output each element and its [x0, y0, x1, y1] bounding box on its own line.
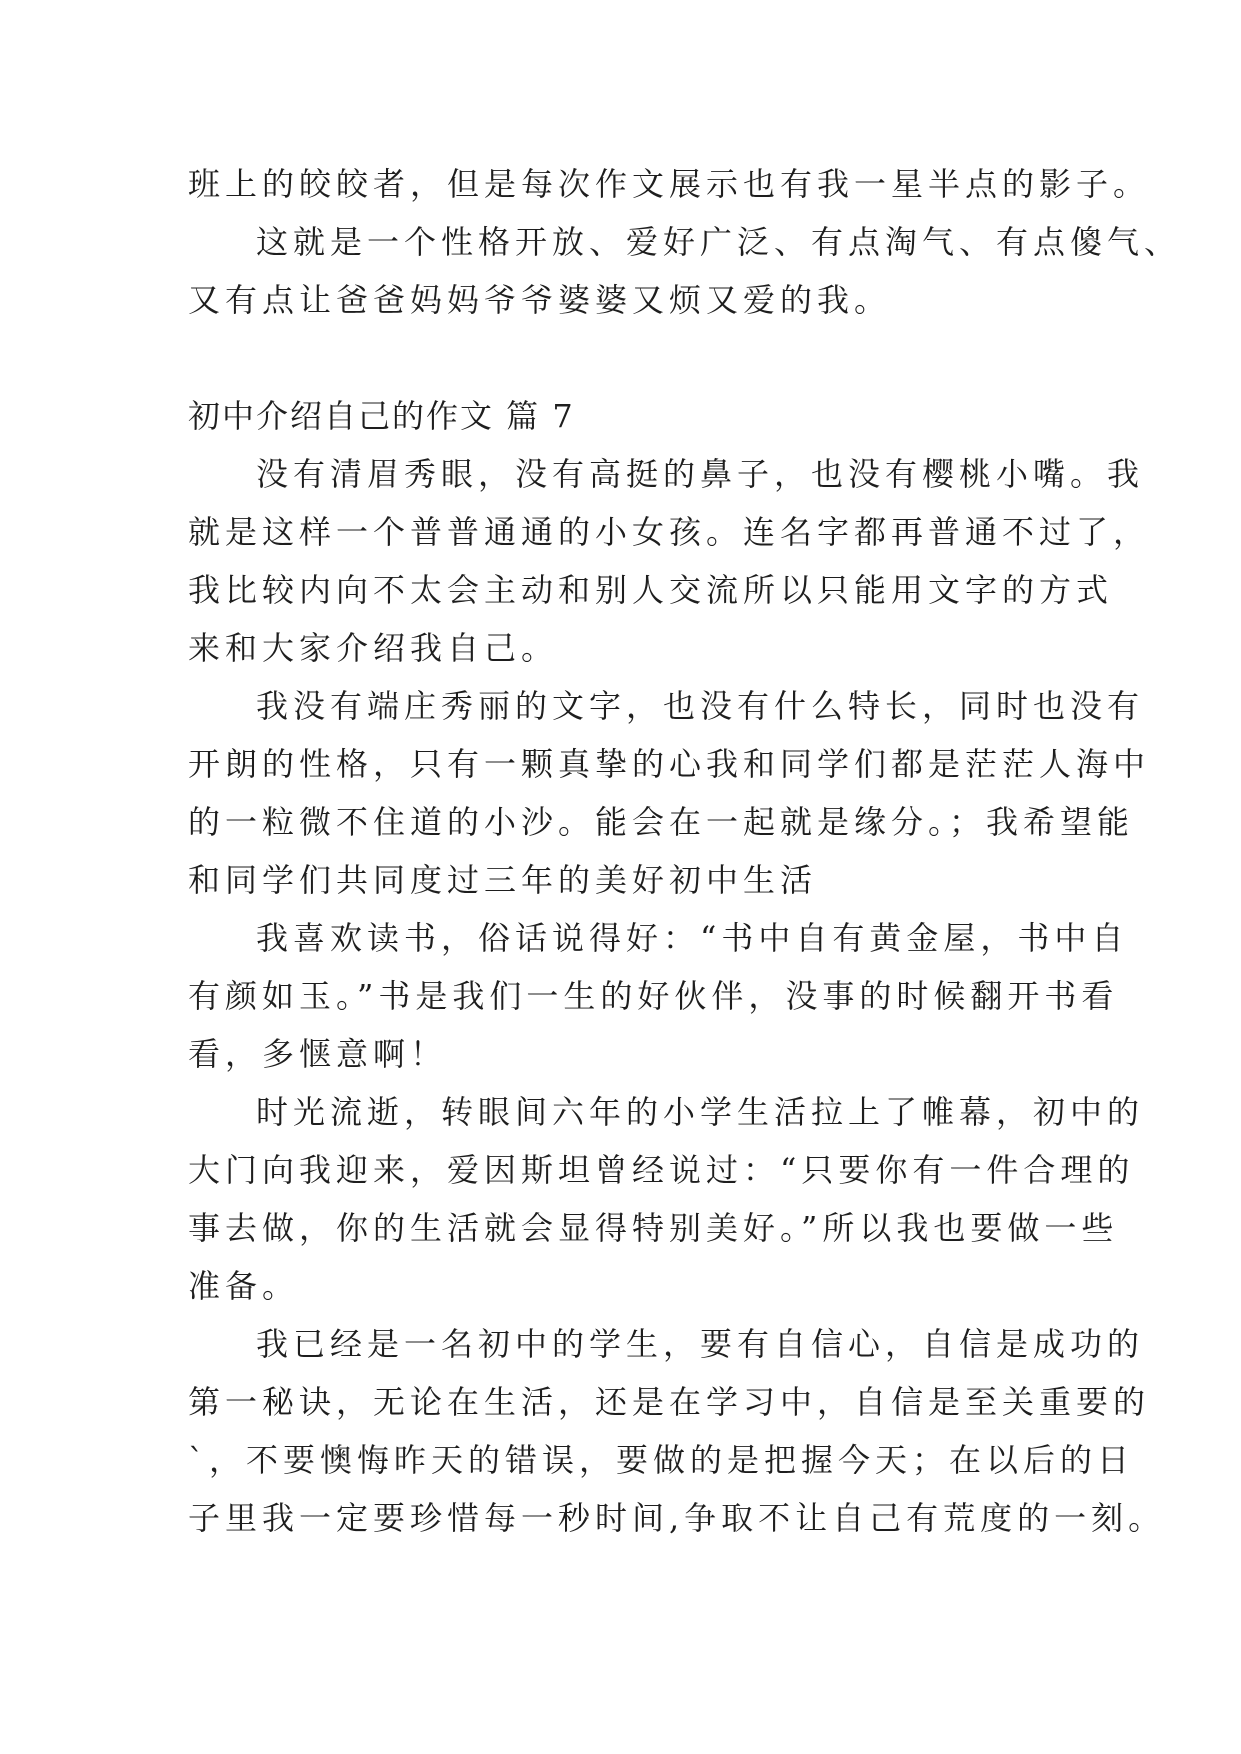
- text-line: 有颜如玉。”书是我们一生的好伙伴，没事的时候翻开书看: [188, 977, 1119, 1015]
- text-line: 大门向我迎来，爱因斯坦曾经说过：“只要你有一件合理的: [188, 1151, 1135, 1189]
- text-line: 这就是一个性格开放、爱好广泛、有点淘气、有点傻气、: [256, 223, 1182, 261]
- text-line: 来和大家介绍我自己。: [188, 629, 559, 667]
- text-line: 和同学们共同度过三年的美好初中生活: [188, 861, 818, 899]
- text-line: 的一粒微不住道的小沙。能会在一起就是缘分。；我希望能: [188, 803, 1135, 841]
- text-line: 我没有端庄秀丽的文字，也没有什么特长，同时也没有: [256, 687, 1145, 725]
- text-line: 看，多惬意啊！: [188, 1035, 448, 1073]
- document-text: [188, 155, 1182, 1547]
- text-line: 子里我一定要珍惜每一秒时间,争取不让自己有荒度的一刻。: [188, 1499, 1166, 1537]
- text-line: 事去做，你的生活就会显得特别美好。”所以我也要做一些: [188, 1209, 1119, 1247]
- section-heading: 初中介绍自己的作文 篇 7: [188, 397, 575, 435]
- text-line: `，不要懊悔昨天的错误，要做的是把握今天；在以后的日: [188, 1441, 1135, 1479]
- text-line: 又有点让爸爸妈妈爷爷婆婆又烦又爱的我。: [188, 281, 892, 319]
- text-line: 就是这样一个普普通通的小女孩。连名字都再普通不过了，: [188, 513, 1151, 551]
- text-line: 时光流逝，转眼间六年的小学生活拉上了帷幕，初中的: [256, 1093, 1145, 1131]
- text-line: 第一秘诀，无论在生活，还是在学习中，自信是至关重要的: [188, 1383, 1151, 1421]
- text-line: 我已经是一名初中的学生，要有自信心，自信是成功的: [256, 1325, 1145, 1363]
- text-line: 我比较内向不太会主动和别人交流所以只能用文字的方式: [188, 571, 1114, 609]
- text-line: 我喜欢读书，俗话说得好：“书中自有黄金屋，书中自: [256, 919, 1129, 957]
- text-line: 没有清眉秀眼，没有高挺的鼻子，也没有樱桃小嘴。我: [256, 455, 1145, 493]
- text-line: 准备。: [188, 1267, 300, 1305]
- text-line: 班上的皎皎者，但是每次作文展示也有我一星半点的影子。: [188, 165, 1151, 203]
- text-line: 开朗的性格，只有一颗真挚的心我和同学们都是茫茫人海中: [188, 745, 1151, 783]
